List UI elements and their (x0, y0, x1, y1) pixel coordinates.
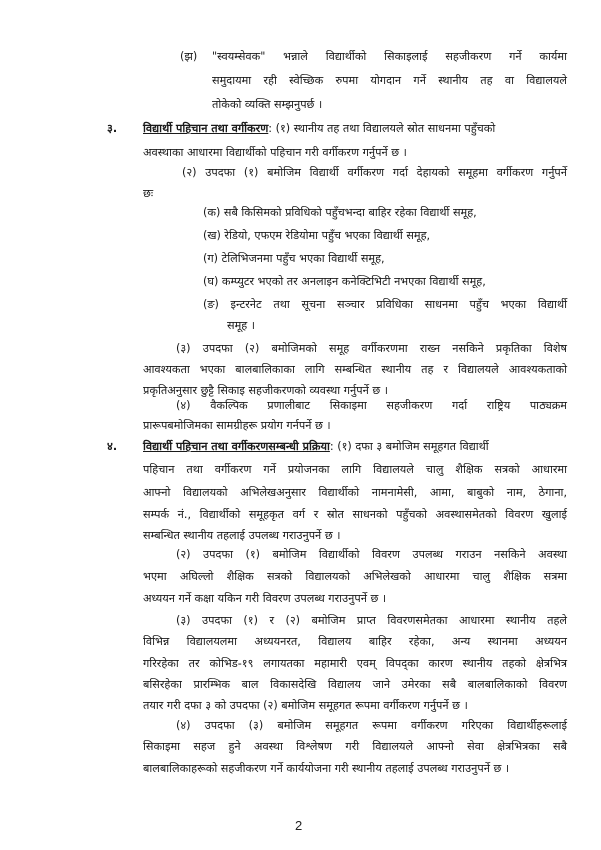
section-4-sub1-line-3: आफ्नो विद्यालयको अभिलेखअनुसार विद्यार्थीको नामनामेसी, आमा, बाबुको नाम, ठेगाना, (143, 486, 567, 499)
section-3-sub3-line-3: प्रकृतिअनुसार छुट्टै सिकाइ सहजीकरणको व्यवस्था गर्नुपर्ने छ । (143, 384, 388, 397)
section-3-item-kha: (ख) रेडियो, एफएम रेडियोमा पहुँच भएका विद्यार्थी समूह, (203, 229, 431, 242)
section-4-sub3-line-1: (३) उपदफा (१) र (२) बमोजिम प्राप्त विवरणसमेतका आधारमा स्थानीय तहले (176, 614, 567, 627)
section-4-sub3-line-3: गरिरहेका तर कोभिड-१९ लगायतका महामारी एवम् विपद्का कारण स्थानीय तहको क्षेत्रभित्र (143, 657, 567, 670)
section-3-sub4-line-1: (४) वैकल्पिक प्रणालीबाट सिकाइमा सहजीकरण गर्दा राष्ट्रिय पाठ्यक्रम (176, 399, 567, 412)
section-4-sub1-line-2: पहिचान तथा वर्गीकरण गर्ने प्रयोजनका लागि विद्यालयले चालु शैक्षिक सत्रको आधारमा (143, 463, 568, 476)
section-4-sub1-line-1: : (१) दफा ३ बमोजिम समूहगत विद्यार्थी (329, 440, 489, 453)
section-3-heading: विद्यार्थी पहिचान तथा वर्गीकरण (143, 122, 269, 135)
section-3-sub2-line-2: छः (143, 187, 154, 200)
section-4-sub2-line-3: अध्ययन गर्ने कक्षा यकिन गरी विवरण उपलब्ध गराउनुपर्ने छ । (143, 592, 387, 605)
section-4-sub3-line-5: तयार गरी दफा ३ को उपदफा (२) बमोजिम समूहगत रूपमा वर्गीकरण गर्नुपर्ने छ । (143, 699, 468, 712)
section-4-sub1-line-4: सम्पर्क नं., विद्यार्थीको समूहकृत वर्ग र स्रोत साधनको पहुँचको अवस्थासमेतको विवरण खुलाई (143, 508, 567, 521)
section-4-number: ४. (107, 440, 118, 453)
section-3-sub3-line-2: आवश्यकता भएका बालबालिकाका लागि सम्बन्धित स्थानीय तह र विद्यालयले आवश्यकताको (143, 363, 567, 376)
section-4-sub1-line-5: सम्बन्धित स्थानीय तहलाई उपलब्ध गराउनुपर्ने छ । (143, 529, 341, 542)
section-4-heading-line (143, 437, 489, 457)
section-3-item-nga: (ङ) इन्टरनेट तथा सूचना सञ्चार प्रविधिका साधनमा पहुँच भएका विद्यार्थी (203, 298, 567, 311)
section-3-item-gha: (घ) कम्प्युटर भएको तर अनलाइन कनेक्टिभिटी नभएका विद्यार्थी समूह, (203, 275, 486, 288)
section-3-sub1-line-1: : (१) स्थानीय तह तथा विद्यालयले स्रोत साधनमा पहुँचको (268, 122, 496, 135)
section-3-heading-line (143, 119, 495, 139)
section-3-sub1-line-2: अवस्थाका आधारमा विद्यार्थीको पहिचान गरी वर्गीकरण गर्नुपर्ने छ । (143, 146, 407, 159)
section-4-sub3-line-4: बसिरहेका प्रारम्भिक बाल विकासदेखि विद्यालय जाने उमेरका सबै बालबालिकाको विवरण (143, 678, 567, 691)
section-4-sub2-line-1: (२) उपदफा (१) बमोजिम विद्यार्थीको विवरण उपलब्ध गराउन नसकिने अवस्था (176, 548, 567, 561)
clause-marker-jha: (झ) (180, 50, 198, 63)
section-3-sub4-line-2: प्रारूपबमोजिमका सामग्रीहरू प्रयोग गर्नपर्ने छ । (143, 419, 331, 432)
section-4-heading: विद्यार्थी पहिचान तथा वर्गीकरणसम्बन्धी प्रक्रिया (143, 440, 330, 453)
section-3-sub3-line-1: (३) उपदफा (२) बमोजिमको समूह वर्गीकरणमा राख्न नसकिने प्रकृतिका विशेष (176, 342, 567, 355)
section-3-item-nga-cont: समूह । (227, 319, 255, 332)
section-3-item-ka: (क) सबै किसिमको प्रविधिको पहुँचभन्दा बाहिर रहेका विद्यार्थी समूह, (203, 206, 477, 219)
section-4-sub4-line-2: सिकाइमा सहज हुने अवस्था विश्लेषण गरी विद्यालयले आफ्नो सेवा क्षेत्रभित्रका सबै (143, 740, 567, 753)
section-3-sub2-line-1: (२) उपदफा (१) बमोजिम विद्यार्थी वर्गीकरण गर्दा देहायको समूहमा वर्गीकरण गर्नुपर्ने (182, 166, 567, 179)
section-3-item-ga: (ग) टेलिभिजनमा पहुँच भएका विद्यार्थी समूह, (203, 252, 385, 265)
section-4-sub3-line-2: विभिन्न विद्यालयलमा अध्ययनरत, विद्यालय बाहिर रहेका, अन्य स्थानमा अध्ययन (143, 635, 567, 648)
clause-jha-line-3: तोकेको व्यक्ति सम्झनुपर्छ । (212, 98, 323, 111)
clause-jha-line-2: समुदायमा रही स्वेच्छिक रुपमा योगदान गर्ने स्थानीय तह वा विद्यालयले (212, 74, 567, 87)
section-4-sub2-line-2: भएमा अघिल्लो शैक्षिक सत्रको विद्यालयको अभिलेखको आधारमा चालु शैक्षिक सत्रमा (143, 570, 567, 583)
section-4-sub4-line-1: (४) उपदफा (३) बमोजिम समूहगत रूपमा वर्गीकरण गरिएका विद्यार्थीहरूलाई (176, 719, 567, 732)
section-4-sub4-line-3: बालबालिकाहरूको सहजीकरण गर्ने कार्ययोजना गरी स्थानीय तहलाई उपलब्ध गराउनुपर्ने छ । (143, 762, 510, 775)
page-number: 2 (295, 818, 303, 833)
clause-jha-line-1: "स्वयम्सेवक" भन्नाले विद्यार्थीको सिकाइलाई सहजीकरण गर्ने कार्यमा (212, 50, 567, 63)
section-3-number: ३. (107, 122, 118, 135)
